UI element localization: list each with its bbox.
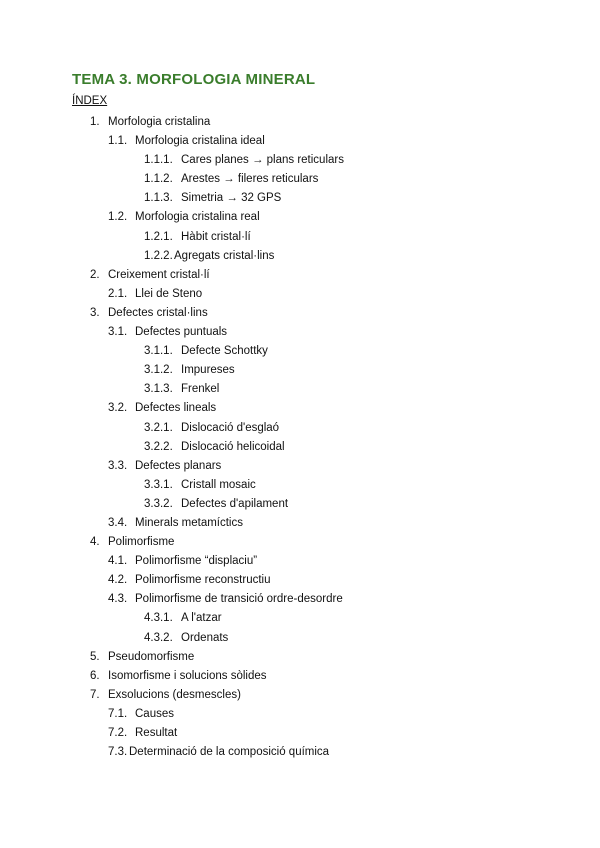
toc-entry [0,342,600,361]
toc-entry [0,590,600,609]
toc-entry-text: Defectes d'apilament [181,497,289,510]
toc-entry-text: Morfologia cristalina ideal [135,135,265,148]
toc-entry [0,724,600,743]
toc-entry [0,438,600,457]
toc-entry-text: Resultat [135,727,178,739]
toc-entry-number: 5. [90,650,100,663]
toc-entry-text: Cristall mosaic [181,478,256,491]
toc-entry [0,266,600,285]
toc-entry [0,189,600,208]
toc-entry [0,533,600,552]
toc-entry-text: Morfologia cristalina real [135,211,260,224]
toc-entry-number: 4.1. [108,555,128,568]
toc-entry [0,247,600,266]
toc-entry-number: 7.2. [108,727,128,739]
toc-entry-number: 1.1.3. [144,192,173,205]
toc-entry-number: 3.4. [108,516,128,529]
toc-entry-number: 1.2.2. [144,249,173,262]
toc-entry-text: Morfologia cristalina [108,116,211,128]
toc-entry [0,113,600,132]
toc-entry [0,419,600,438]
toc-entry [0,705,600,724]
toc-entry [0,304,600,323]
toc-entry-number: 3.3.2. [144,497,173,510]
toc-entry [0,399,600,418]
toc-entry-number: 3. [90,306,100,319]
toc-entry-number: 3.1.3. [144,383,173,396]
toc-entry-text: Llei de Steno [135,287,203,300]
toc-entry [0,380,600,399]
toc-entry [0,495,600,514]
toc-entry-text: Impureses [181,364,235,377]
toc-entry-number: 1.1.1. [144,154,173,167]
toc-entry-number: 3.3. [108,459,128,472]
toc-entry-text: Dislocació helicoidal [181,440,285,453]
toc-entry [0,476,600,495]
toc-entry-text: Exsolucions (desmescles) [108,688,241,701]
toc-entry [0,151,600,170]
toc-entry-text: Hàbit cristal·lí [181,230,251,243]
toc-entry-number: 3.2. [108,402,128,415]
toc-entry [0,228,600,247]
toc-entry [0,208,600,227]
toc-entry-number: 3.1.2. [144,364,173,377]
toc-entry [0,361,600,380]
toc-entry-number: 1. [90,116,100,128]
toc-entry-text: Pseudomorfisme [108,650,195,663]
toc-entry [0,457,600,476]
toc-entry-number: 3.2.1. [144,421,173,434]
toc-entry-number: 2.1. [108,287,128,300]
toc-entry-text: Agregats cristal·lins [174,249,275,262]
toc-entry-text: Defecte Schottky [181,345,268,358]
toc-entry [0,648,600,667]
toc-entry-number: 3.2.2. [144,440,173,453]
toc-entry-number: 1.2.1. [144,230,173,243]
toc-entry-text: Frenkel [181,383,220,396]
toc-entry-text: Dislocació d'esglaó [181,421,280,434]
index-heading: ÍNDEX [72,95,108,107]
toc-entry-text: Polimorfisme reconstructiu [135,574,271,587]
toc-entry [0,609,600,628]
toc-entry-text: Defectes cristal·lins [108,306,208,319]
table-of-contents [0,113,600,762]
document-title: TEMA 3. MORFOLOGIA MINERAL [72,71,316,88]
toc-entry [0,686,600,705]
toc-entry-number: 7. [90,688,100,701]
toc-entry [0,323,600,342]
toc-entry-number: 1.2. [108,211,128,224]
toc-entry-number: 4. [90,536,100,549]
toc-entry [0,285,600,304]
toc-entry-number: 4.3.1. [144,612,173,625]
toc-entry-text: A l'atzar [181,612,222,625]
toc-entry-text: Polimorfisme [108,536,175,549]
toc-entry [0,552,600,571]
toc-entry-text: Arestes → fileres reticulars [181,173,319,186]
toc-entry-text: Cares planes → plans reticulars [181,154,344,167]
toc-entry [0,132,600,151]
toc-entry-text: Defectes lineals [135,402,217,415]
toc-entry-text: Simetria → 32 GPS [181,192,282,205]
toc-entry [0,571,600,590]
toc-entry-number: 7.3. [108,746,128,759]
toc-entry-number: 6. [90,669,100,682]
toc-entry-text: Isomorfisme i solucions sòlides [108,669,267,682]
toc-entry [0,629,600,648]
toc-entry-number: 1.1. [108,135,128,148]
toc-entry-text: Creixement cristal·lí [108,268,210,281]
toc-entry [0,514,600,533]
toc-entry-text: Defectes puntuals [135,326,228,339]
toc-entry-text: Determinació de la composició química [129,746,330,759]
toc-entry-text: Ordenats [181,631,229,644]
toc-entry [0,170,600,189]
toc-entry-text: Defectes planars [135,459,222,472]
toc-entry [0,667,600,686]
toc-entry-number: 7.1. [108,707,128,720]
toc-entry-number: 2. [90,268,100,281]
toc-entry-text: Polimorfisme de transició ordre-desordre [135,593,343,606]
toc-entry-number: 1.1.2. [144,173,173,186]
toc-entry-text: Causes [135,707,174,720]
toc-entry-number: 3.3.1. [144,478,173,491]
toc-entry-number: 3.1. [108,326,128,339]
toc-entry [0,743,600,762]
toc-entry-number: 4.3. [108,593,128,606]
toc-entry-number: 4.3.2. [144,631,173,644]
toc-entry-number: 3.1.1. [144,345,173,358]
toc-entry-text: Minerals metamíctics [135,516,243,529]
toc-entry-number: 4.2. [108,574,128,587]
toc-entry-text: Polimorfisme “displaciu” [135,555,258,568]
